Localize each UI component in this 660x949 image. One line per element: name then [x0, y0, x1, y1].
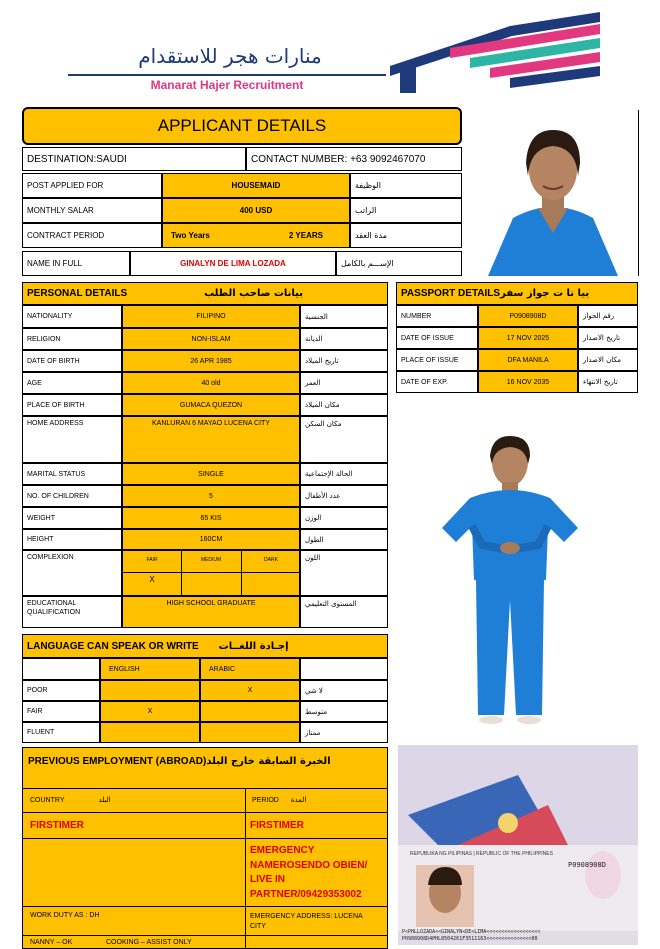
personal-row-label: HOME ADDRESS — [22, 416, 122, 463]
education-label: EDUCATIONAL QUALIFICATION — [22, 596, 122, 628]
personal-row-value: 40 old — [122, 372, 300, 394]
passport-row-arabic: تاريخ الاصدار — [578, 327, 638, 349]
personal-row-arabic: تاريخ الميلاد — [300, 350, 388, 372]
employment-country-value: FIRSTIMER — [30, 820, 84, 831]
personal-row-arabic: مكان الميلاد — [300, 394, 388, 416]
salary-label: MONTHLY SALAR — [22, 198, 162, 223]
employment-divider-2 — [22, 812, 388, 813]
personal-row-arabic: مكان السكن — [300, 416, 388, 463]
employment-header: PREVIOUS EMPLOYMENT (ABROAD)الخبرة السابقة خارج البلد — [28, 756, 331, 767]
passport-scan-mrz: P<PHLLOZADA<<GINALYN<DE<LIMA<<<<<<<<<<<<<<<<<< — [402, 929, 541, 935]
complexion-arabic: اللون — [300, 550, 388, 596]
passport-row-value: DFA MANILA — [478, 349, 578, 371]
language-row-label: FAIR — [22, 701, 100, 722]
contract-value: Two Years 2 YEARS — [162, 223, 350, 248]
personal-row-value: NON-ISLAM — [122, 328, 300, 350]
personal-row-arabic: الجنسية — [300, 305, 388, 328]
employment-divider-4 — [22, 906, 388, 907]
personal-header: PERSONAL DETAILS بيانات صاحب الطلب — [22, 282, 388, 305]
name-value: GINALYN DE LIMA LOZADA — [130, 251, 336, 276]
language-col-arabic: ARABIC — [200, 658, 300, 680]
employment-period-value: FIRSTIMER — [250, 820, 304, 831]
language-corner — [22, 658, 100, 680]
personal-row-arabic: عدد الأطفال — [300, 485, 388, 507]
language-row-arabic: ممتاز — [300, 722, 388, 743]
job-arabic: الوظيفة — [350, 173, 462, 198]
personal-row-label: WEIGHT — [22, 507, 122, 529]
language-row-label: FLUENT — [22, 722, 100, 743]
personal-row-arabic: الوزن — [300, 507, 388, 529]
job-label: POST APPLIED FOR — [22, 173, 162, 198]
language-col-english: ENGLISH — [100, 658, 200, 680]
contact-number: CONTACT NUMBER: +63 9092467070 — [246, 147, 462, 171]
language-row-arabic: متوسط — [300, 701, 388, 722]
contract-label: CONTRACT PERIOD — [22, 223, 162, 248]
language-row-arabic: لا شي — [300, 680, 388, 701]
personal-row-label: AGE — [22, 372, 122, 394]
personal-row-value: FILIPINO — [122, 305, 300, 328]
language-col-blank — [300, 658, 388, 680]
passport-row-label: PLACE OF ISSUE — [396, 349, 478, 371]
passport-scan-number: P0908908D — [568, 861, 606, 869]
passport-header: PASSPORT DETAILS بيا نا ت جواز سفر — [396, 282, 638, 305]
employment-divider-3 — [22, 838, 388, 839]
headshot-photo — [468, 108, 638, 276]
emergency-address: EMERGENCY ADDRESS: LUCENA CITY — [250, 913, 363, 930]
language-row-english: X — [100, 701, 200, 722]
personal-row-value: GUMACA QUEZON — [122, 394, 300, 416]
complexion-label: COMPLEXION — [22, 550, 122, 596]
complexion-options — [122, 550, 300, 596]
cooking-duty: COOKING – ASSIST ONLY — [106, 939, 192, 946]
personal-row-label: HEIGHT — [22, 529, 122, 550]
logo-english-name: Manarat Hajer Recruitment — [150, 78, 304, 92]
name-arabic: الإســـم بالكامل — [336, 251, 462, 276]
house-logo-icon — [390, 8, 605, 98]
personal-row-arabic: الحالة الإجتماعية — [300, 463, 388, 485]
education-value: HIGH SCHOOL GRADUATE — [122, 596, 300, 628]
employment-divider-1 — [22, 788, 388, 789]
language-row-english — [100, 722, 200, 743]
logo — [60, 8, 620, 98]
page-title — [22, 107, 462, 145]
language-row-arabic-mark — [200, 722, 300, 743]
complexion-fair: FAIR — [146, 557, 158, 563]
passport-row-arabic: رقم الجواز — [578, 305, 638, 327]
work-duty: WORK DUTY AS : DH — [30, 912, 100, 919]
personal-row-label: NATIONALITY — [22, 305, 122, 328]
personal-row-value: 65 KIS — [122, 507, 300, 529]
photo-guide-line — [638, 110, 639, 276]
passport-row-value: 16 NOV 2035 — [478, 371, 578, 393]
language-row-label: POOR — [22, 680, 100, 701]
complexion-dark: DARK — [264, 557, 278, 563]
personal-row-arabic: العمر — [300, 372, 388, 394]
passport-row-arabic: مكان الاصدار — [578, 349, 638, 371]
passport-row-label: DATE OF EXP. — [396, 371, 478, 393]
salary-arabic: الراتب — [350, 198, 462, 223]
passport-scan — [398, 745, 638, 945]
passport-scan-header: REPUBLIKA NG PILIPINAS | REPUBLIC OF THE PHILIPPINES — [410, 851, 553, 857]
personal-row-arabic: الطول — [300, 529, 388, 550]
passport-row-arabic: تاريخ الانتهاء — [578, 371, 638, 393]
personal-row-value: 26 APR 1985 — [122, 350, 300, 372]
logo-underline — [68, 74, 386, 76]
employment-country-label: COUNTRY البلد — [30, 796, 111, 804]
employment-period-label: PERIOD المدة — [252, 796, 307, 804]
personal-row-arabic: الديانة — [300, 328, 388, 350]
language-header: LANGUAGE CAN SPEAK OR WRITE إجـادة اللغــات — [22, 634, 388, 658]
personal-row-label: PLACE OF BIRTH — [22, 394, 122, 416]
passport-row-value: P0908908D — [478, 305, 578, 327]
complexion-medium: MEDIUM — [200, 557, 222, 563]
language-row-english — [100, 680, 200, 701]
personal-row-value: SINGLE — [122, 463, 300, 485]
page-title-text: APPLICANT DETAILS — [157, 116, 327, 135]
personal-row-label: RELIGION — [22, 328, 122, 350]
name-label: NAME IN FULL — [22, 251, 130, 276]
full-body-photo — [430, 430, 590, 730]
personal-row-value: 160CM — [122, 529, 300, 550]
personal-row-label: NO. OF CHILDREN — [22, 485, 122, 507]
passport-row-label: NUMBER — [396, 305, 478, 327]
passport-row-value: 17 NOV 2025 — [478, 327, 578, 349]
language-row-arabic-mark: X — [200, 680, 300, 701]
logo-arabic-name: منارات هجر للاستقدام — [138, 44, 322, 68]
passport-row-label: DATE OF ISSUE — [396, 327, 478, 349]
salary-value: 400 USD — [162, 198, 350, 223]
language-row-arabic-mark — [200, 701, 300, 722]
personal-row-value: 5 — [122, 485, 300, 507]
emergency-contact: EMERGENCY NAMEROSENDO OBIEN/ LIVE IN PARTNER/09429353002 — [250, 845, 368, 900]
nanny-duty: NANNY – OK — [30, 939, 73, 946]
education-arabic: المستوى التعليمي — [300, 596, 388, 628]
personal-row-label: DATE OF BIRTH — [22, 350, 122, 372]
employment-divider-5 — [22, 935, 388, 936]
passport-scan-mrz2: P0908908D4PHL8504261F3511163<<<<<<<<<<<<<<<00 — [402, 936, 538, 942]
complexion-mark: X — [149, 575, 155, 584]
destination: DESTINATION:SAUDI — [22, 147, 246, 171]
personal-row-label: MARITAL STATUS — [22, 463, 122, 485]
personal-row-value: KANLURAN 6 MAYAO LUCENA CITY — [122, 416, 300, 463]
job-value: HOUSEMAID — [162, 173, 350, 198]
contract-arabic: مدة العقد — [350, 223, 462, 248]
